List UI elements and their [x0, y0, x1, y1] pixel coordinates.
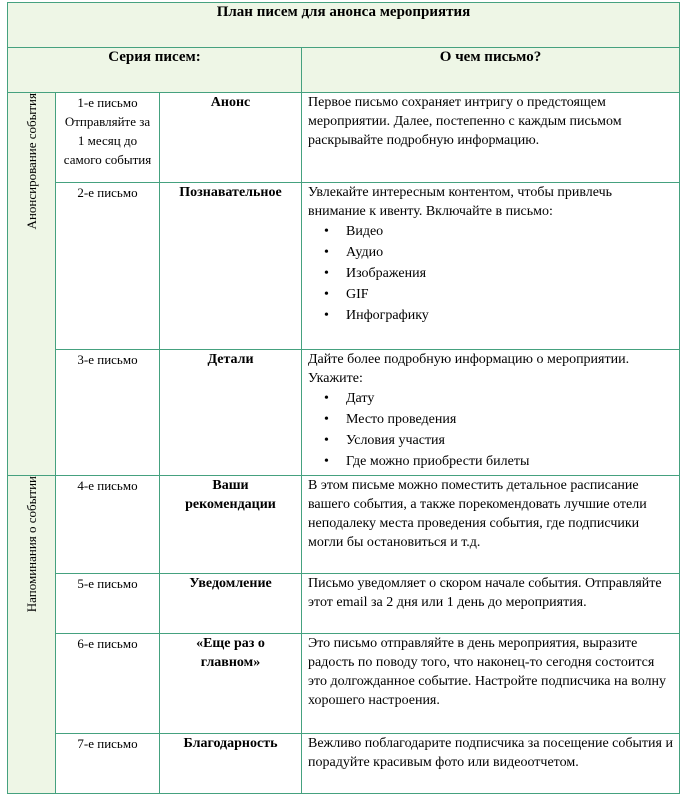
list-item-text: Условия участия [346, 433, 445, 448]
list-item-text: Дату [346, 391, 375, 406]
letter-number: 2-е письмо [56, 183, 160, 350]
letter-name: Ваши рекомендации [160, 476, 302, 574]
list-item-text: Изображения [346, 266, 427, 281]
table-row [8, 734, 680, 794]
table-row [8, 574, 680, 634]
list-item [324, 263, 673, 284]
bullet-list [308, 388, 673, 472]
title-row [8, 3, 680, 48]
list-item-text: Где можно приобрести билеты [346, 454, 530, 469]
bullet-icon: • [324, 308, 329, 323]
bullet-icon: • [324, 266, 329, 281]
table-row [8, 93, 680, 183]
description-text: В этом письме можно поместить детальное расписание вашего события, а также порекомендовать лучшие отели неподалеку места проведения события, где подписчики могли бы остановиться и т.д. [308, 478, 647, 550]
list-item [324, 221, 673, 242]
letter-name: «Еще раз о главном» [160, 634, 302, 734]
list-item [324, 451, 673, 472]
letter-number: 3-е письмо [56, 350, 160, 476]
list-item-text: Инфографику [346, 308, 429, 323]
letter-description [302, 634, 680, 734]
list-item [324, 284, 673, 305]
group-announcement [8, 93, 56, 476]
table-row [8, 183, 680, 350]
list-item [324, 305, 673, 326]
description-text: Увлекайте интересным контентом, чтобы привлечь внимание к ивенту. Включайте в письмо: [308, 185, 613, 219]
letter-name: Уведомление [160, 574, 302, 634]
table-title: План писем для анонса мероприятия [8, 3, 680, 48]
bullet-icon: • [324, 433, 329, 448]
list-item [324, 430, 673, 451]
letter-name: Благодарность [160, 734, 302, 794]
letter-number: 1-е письмо Отправляйте за 1 месяц до самого события [56, 93, 160, 183]
letter-name: Детали [160, 350, 302, 476]
letter-number: 4-е письмо [56, 476, 160, 574]
email-plan-table [7, 2, 680, 794]
list-item [324, 409, 673, 430]
letter-description [302, 476, 680, 574]
group-label: Напоминания о событии [24, 476, 39, 613]
description-text: Первое письмо сохраняет интригу о предстоящем мероприятии. Далее, постепенно с каждым письмом раскрывайте подробную информацию. [308, 95, 622, 148]
bullet-icon: • [324, 224, 329, 239]
letter-description [302, 93, 680, 183]
letter-description [302, 574, 680, 634]
bullet-list [308, 221, 673, 326]
letter-number: 5-е письмо [56, 574, 160, 634]
list-item-text: Место проведения [346, 412, 457, 427]
table-row [8, 634, 680, 734]
bullet-icon: • [324, 454, 329, 469]
letter-number: 6-е письмо [56, 634, 160, 734]
bullet-icon: • [324, 287, 329, 302]
bullet-icon: • [324, 391, 329, 406]
table-row [8, 476, 680, 574]
description-text: Вежливо поблагодарите подписчика за посещение события и порадуйте красивым фото или видеоотчетом. [308, 736, 673, 770]
description-text: Письмо уведомляет о скором начале события. Отправляйте этот email за 2 дня или 1 день до мероприятия. [308, 576, 662, 610]
series-header: Серия писем: [8, 48, 302, 93]
letter-name: Анонс [160, 93, 302, 183]
group-label: Анонсирование события [24, 93, 39, 230]
group-reminders [8, 476, 56, 794]
letter-description [302, 350, 680, 476]
letter-number: 7-е письмо [56, 734, 160, 794]
description-text: Дайте более подробную информацию о мероприятии. Укажите: [308, 352, 630, 386]
table-row [8, 350, 680, 476]
bullet-icon: • [324, 412, 329, 427]
header-row [8, 48, 680, 93]
list-item-text: Аудио [346, 245, 384, 260]
letter-description [302, 734, 680, 794]
list-item [324, 242, 673, 263]
list-item-text: Видео [346, 224, 384, 239]
about-header: О чем письмо? [302, 48, 680, 93]
list-item-text: GIF [346, 287, 369, 302]
letter-name: Познавательное [160, 183, 302, 350]
bullet-icon: • [324, 245, 329, 260]
letter-description [302, 183, 680, 350]
list-item [324, 388, 673, 409]
description-text: Это письмо отправляйте в день мероприятия, выразите радость по поводу того, что наконец-то сегодня состоится это долгожданное событие. Настройте подписчика на волну хорошего настроения. [308, 636, 666, 708]
